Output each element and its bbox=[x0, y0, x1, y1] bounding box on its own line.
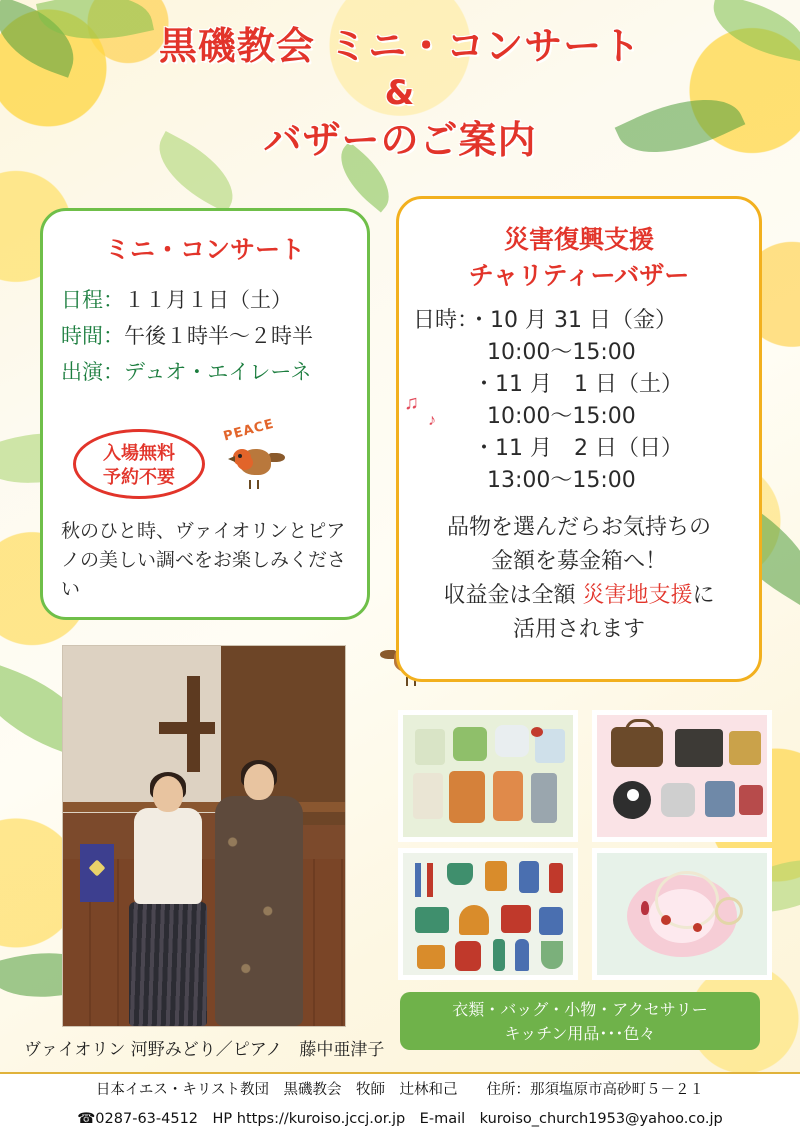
concert-performer-row bbox=[61, 357, 367, 387]
concert-performer-label: 出演： bbox=[61, 360, 124, 384]
title-line-2 bbox=[0, 72, 800, 114]
bazaar-heading-line-2: チャリティーバザー bbox=[468, 261, 690, 290]
bazaar-datetime-label: 日時： bbox=[413, 308, 469, 333]
goods-image-clothes bbox=[398, 710, 578, 842]
footer-contact bbox=[0, 1072, 800, 1134]
tagline-line-2: キッチン用品･･･色々 bbox=[504, 1024, 656, 1043]
bazaar-message-line-3-a: 収益金は全額 bbox=[443, 583, 583, 608]
peace-text: PEACE bbox=[221, 416, 276, 445]
goods-tagline bbox=[400, 992, 760, 1050]
free-admission-badge bbox=[73, 429, 205, 499]
concert-time-value: 午後１時半～２時半 bbox=[124, 324, 313, 348]
performer-piano bbox=[213, 764, 305, 1026]
music-note-icon: ♫ bbox=[404, 392, 419, 414]
music-note-icon: ♪ bbox=[428, 412, 436, 429]
concert-date-row bbox=[61, 285, 367, 315]
concert-time-label: 時間： bbox=[61, 324, 124, 348]
poster-title bbox=[0, 20, 800, 166]
title-line-3 bbox=[0, 114, 800, 166]
bazaar-message-line-3-b: に bbox=[692, 583, 715, 608]
goods-image-jewelry bbox=[592, 848, 772, 980]
concert-date-value: １１月１日（土） bbox=[124, 288, 292, 312]
bazaar-panel bbox=[396, 196, 762, 682]
concert-heading: ミニ・コンサート bbox=[104, 235, 305, 264]
badge-line-2: 予約不要 bbox=[103, 467, 175, 488]
title-event-name: ミニ・コンサート bbox=[329, 24, 642, 68]
title-line-1 bbox=[0, 20, 800, 72]
bazaar-day-2-date: ・11 月 1 日（土） bbox=[473, 372, 683, 397]
goods-image-bags bbox=[592, 710, 772, 842]
bazaar-message-line-4: 活用されます bbox=[512, 617, 645, 642]
concert-performer-value: デュオ・エイレーネ bbox=[124, 360, 312, 384]
bazaar-day-3-time: 13:00～15:00 bbox=[487, 468, 636, 493]
goods-image-kitchen bbox=[398, 848, 578, 980]
bazaar-day-1-date: ・10 月 31 日（金） bbox=[468, 308, 677, 333]
concert-date-label: 日程： bbox=[61, 288, 124, 312]
title-bazaar-name: バザーのご案内 bbox=[263, 118, 537, 162]
photo-caption: ヴァイオリン 河野みどり／ピアノ 藤中亜津子 bbox=[24, 1040, 385, 1060]
concert-time-row bbox=[61, 321, 367, 351]
bazaar-message-line-3 bbox=[399, 579, 759, 613]
bazaar-message-line-1: 品物を選んだらお気持ちの bbox=[446, 515, 711, 540]
performer-violin bbox=[125, 776, 211, 1026]
tagline-line-1: 衣類・バッグ・小物・アクセサリー bbox=[452, 1000, 708, 1019]
bazaar-day-1-time: 10:00～15:00 bbox=[487, 340, 636, 365]
title-ampersand: & bbox=[384, 73, 416, 113]
concert-note: 秋のひと時、ヴァイオリンとピアノの美しい調べをお楽しみください bbox=[61, 520, 347, 600]
title-church-name: 黒磯教会 bbox=[158, 24, 315, 68]
bazaar-day-3-date: ・11 月 2 日（日） bbox=[473, 436, 683, 461]
bazaar-heading-line-1: 災害復興支援 bbox=[503, 225, 654, 254]
bazaar-message-line-2: 金額を募金箱へ！ bbox=[490, 549, 667, 574]
bazaar-datetime-row-1 bbox=[413, 305, 759, 337]
badge-line-1: 入場無料 bbox=[103, 443, 175, 464]
concert-panel bbox=[40, 208, 370, 620]
performers-photo bbox=[62, 645, 346, 1027]
footer-line-1: 日本イエス・キリスト教団 黒磯教会 牧師 辻林和己 住所：那須塩原市高砂町５－２１ bbox=[95, 1082, 705, 1098]
bazaar-message-highlight: 災害地支援 bbox=[582, 583, 693, 608]
footer-line-2: ☎0287-63-4512 HP https://kuroiso.jccj.or.jp E-mail kuroiso_church1953@yahoo.co.jp bbox=[77, 1111, 723, 1127]
bazaar-day-2-time: 10:00～15:00 bbox=[487, 404, 636, 429]
bird-icon bbox=[233, 443, 279, 483]
